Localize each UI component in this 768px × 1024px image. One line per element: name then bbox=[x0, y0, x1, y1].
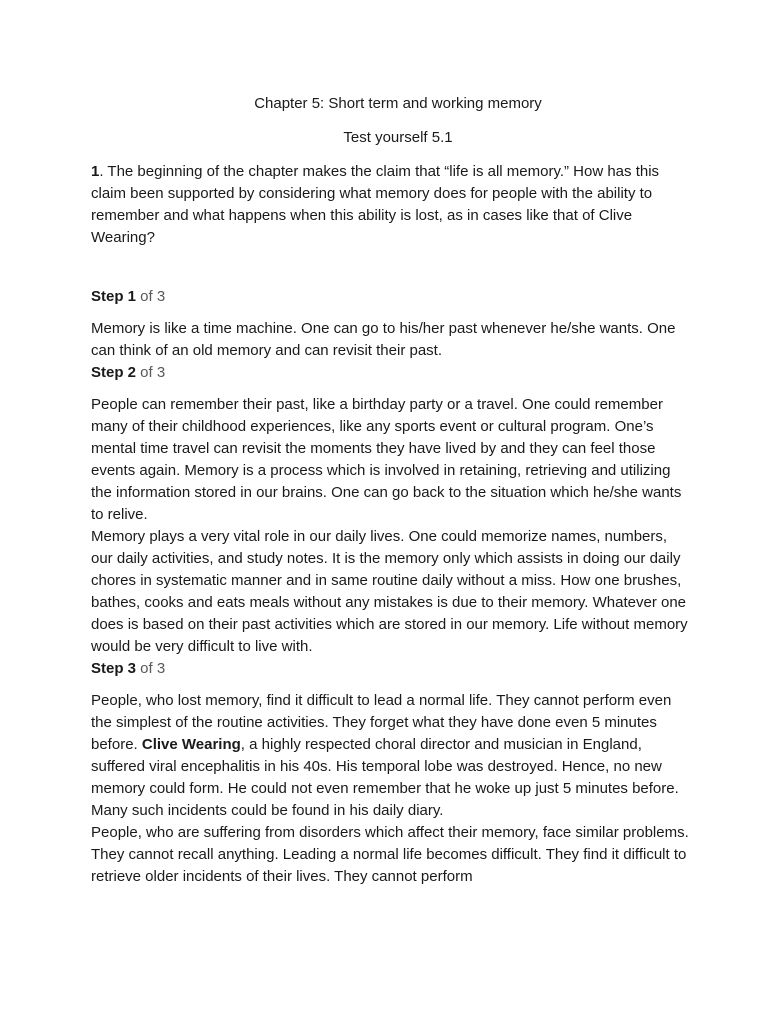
step-3-text-after: , a highly respected choral director and musician in England, suffered viral encephalitis in his 40s. His temporal lobe was destroyed. Hence, no new memory could form. He could not even remember that he woke up just 5 minutes before. Many such incidents could be found in his daily diary. bbox=[91, 736, 679, 819]
step-label: Step 3 bbox=[91, 660, 137, 677]
step-2-paragraph-2: Memory plays a very vital role in our daily lives. One could memorize names, numbers, our daily activities, and study notes. It is the memory only which assists in doing our daily chores in systematic manner and in same routine daily without a miss. How one brushes, bathes, cooks and eats meals without any mistakes is due to their memory. Whatever one does is based on their past activities which are stored in our memory. Life without memory would be very difficult to live with. bbox=[91, 528, 688, 655]
step-of-text: of 3 bbox=[136, 660, 166, 677]
step-3-text-before: People, who lost memory, find it difficult to lead a normal life. They cannot perform even the simplest of the routine activities. They forget what they have done even 5 minutes before. bbox=[91, 692, 672, 753]
clive-wearing-name: Clive Wearing bbox=[141, 736, 241, 753]
step-3-paragraph-1 bbox=[91, 690, 691, 822]
step-of-text: of 3 bbox=[136, 288, 166, 305]
step-3-paragraph-2: People, who are suffering from disorders which affect their memory, face similar problems. They cannot recall anything. Leading a normal life becomes difficult. They find it difficult to retrieve older incidents of their lives. They cannot perform bbox=[91, 824, 689, 885]
question-text: . The beginning of the chapter makes the claim that “life is all memory.” How has this claim been supported by considering what memory does for people with the ability to remember and what happens when this ability is lost, as in cases like that of Clive Wearing? bbox=[91, 163, 660, 246]
step-3-heading bbox=[91, 658, 691, 680]
question-number: 1 bbox=[91, 163, 100, 180]
step-of-text: of 3 bbox=[136, 364, 166, 381]
chapter-title: Chapter 5: Short term and working memory bbox=[254, 95, 542, 112]
question-1 bbox=[91, 161, 691, 249]
step-2-paragraph-1: People can remember their past, like a birthday party or a travel. One could remember many of their childhood experiences, like any sports event or cultural program. One’s mental time travel can revisit the moments they have lived by and they can feel those events again. Memory is a process which is involved in retaining, retrieving and utilizing the information stored in our brains. One can go back to the situation which he/she wants to relive. bbox=[91, 396, 682, 523]
step-label: Step 2 bbox=[91, 364, 137, 381]
document-page bbox=[91, 93, 691, 888]
step-label: Step 1 bbox=[91, 288, 137, 305]
step-2-heading bbox=[91, 362, 691, 384]
test-title: Test yourself 5.1 bbox=[343, 129, 453, 146]
step-1-paragraph: Memory is like a time machine. One can go to his/her past whenever he/she wants. One can think of an old memory and can revisit their past. bbox=[91, 320, 676, 359]
step-1-heading bbox=[91, 286, 691, 308]
